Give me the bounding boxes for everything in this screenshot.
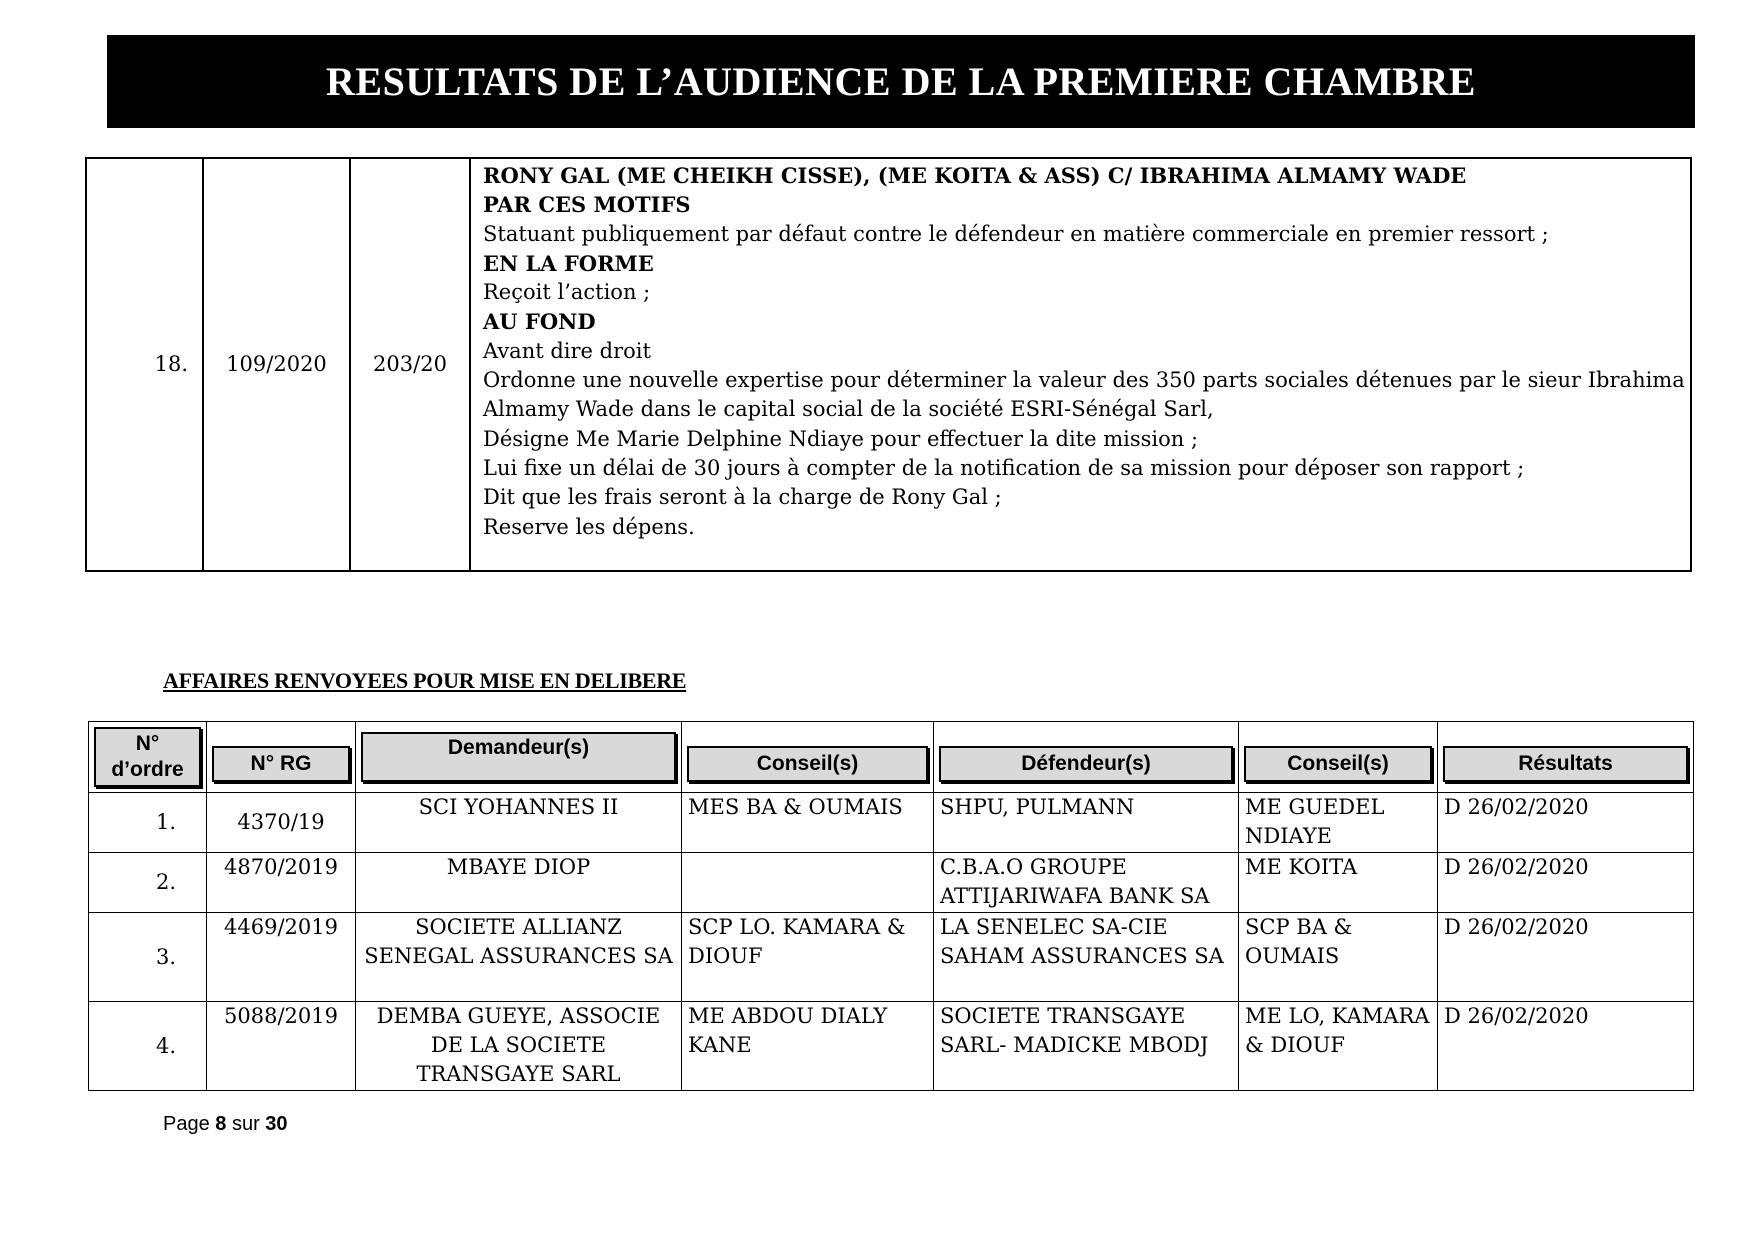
footer-middle: sur [226,1113,266,1135]
affaires-table [88,721,1694,1091]
footer-page-total: 30 [265,1113,288,1135]
row-conseil: ME ABDOU DIALY KANE [682,1002,934,1091]
ruling-text-line: Désigne Me Marie Delphine Ndiaye pour effectuer la dite mission ; [483,426,1199,451]
header-order-line2: d’ordre [111,758,184,781]
header-demandeur [356,722,682,793]
row-demandeur: SCI YOHANNES II [356,793,682,853]
header-rg-box: N° RG [212,746,350,782]
table-row [89,853,1694,913]
row-rg: 4370/19 [207,793,356,853]
header-rg [207,722,356,793]
table-row [89,1002,1694,1091]
ruling-heading: EN LA FORME [483,250,654,276]
ruling-rg: 109/2020 [203,158,350,571]
row-defendeur: SHPU, PULMANN [934,793,1239,853]
section-title: AFFAIRES RENVOYEES POUR MISE EN DELIBERE [163,668,687,693]
table-row [89,793,1694,853]
row-resultat: D 26/02/2020 [1438,793,1694,853]
table-header-row [89,722,1694,793]
ruling-heading: PAR CES MOTIFS [483,192,691,218]
row-conseil-defense: ME GUEDEL NDIAYE [1239,793,1438,853]
row-resultat: D 26/02/2020 [1438,913,1694,1002]
row-conseil-defense: ME KOITA [1239,853,1438,913]
footer-page-number: 8 [215,1113,227,1135]
row-demandeur: SOCIETE ALLIANZ SENEGAL ASSURANCES SA [356,913,682,1002]
row-demandeur: DEMBA GUEYE, ASSOCIE DE LA SOCIETE TRANSGAYE SARL [356,1002,682,1091]
ruling-parties: RONY GAL (ME CHEIKH CISSE), (ME KOITA & ASS) C/ IBRAHIMA ALMAMY WADE [483,163,1467,188]
header-defendeur [934,722,1239,793]
footer-prefix: Page [163,1113,216,1135]
header-order [89,722,207,793]
table-row [89,913,1694,1002]
row-resultat: D 26/02/2020 [1438,853,1694,913]
ruling-text-line: Dit que les frais seront à la charge de Rony Gal ; [483,485,1002,510]
header-resultats-box: Résultats [1443,746,1688,782]
row-conseil-defense: SCP BA & OUMAIS [1239,913,1438,1002]
ruling-text-line: Statuant publiquement par défaut contre le défendeur en matière commerciale en premier ressort ; [483,221,1549,246]
page-footer [163,1113,288,1136]
header-conseil1 [682,722,934,793]
header-order-line1: N° [135,732,160,755]
row-rg: 5088/2019 [207,1002,356,1091]
row-conseil: SCP LO. KAMARA & DIOUF [682,913,934,1002]
ruling-body [470,158,1691,571]
ruling-number: 18. [86,158,203,571]
row-conseil [682,853,934,913]
header-order-box [94,727,201,787]
header-defendeur-box: Défendeur(s) [939,746,1233,782]
row-number: 4. [89,1002,207,1091]
row-demandeur: MBAYE DIOP [356,853,682,913]
row-rg: 4469/2019 [207,913,356,1002]
ruling-text-line: Reserve les dépens. [483,514,695,539]
ruling-text-line: Reçoit l’action ; [483,280,651,305]
header-conseil1-box: Conseil(s) [687,746,928,782]
row-conseil-defense: ME LO, KAMARA & DIOUF [1239,1002,1438,1091]
row-number: 2. [89,853,207,913]
header-demandeur-box: Demandeur(s) [361,732,676,782]
ruling-heading: AU FOND [483,309,596,335]
ruling-text-line: Almamy Wade dans le capital social de la société ESRI-Sénégal Sarl, [483,397,1214,422]
row-conseil: MES BA & OUMAIS [682,793,934,853]
row-rg: 4870/2019 [207,853,356,913]
banner-title: RESULTATS DE L’AUDIENCE DE LA PREMIERE CHAMBRE [326,59,1476,104]
ruling-row [86,158,1691,571]
row-defendeur: C.B.A.O GROUPE ATTIJARIWAFA BANK SA [934,853,1239,913]
row-defendeur: LA SENELEC SA-CIE SAHAM ASSURANCES SA [934,913,1239,1002]
header-conseil2-box: Conseil(s) [1244,746,1432,782]
header-resultats [1438,722,1694,793]
page-banner [107,35,1695,128]
row-resultat: D 26/02/2020 [1438,1002,1694,1091]
row-defendeur: SOCIETE TRANSGAYE SARL- MADICKE MBODJ [934,1002,1239,1091]
row-number: 1. [89,793,207,853]
ruling-text-line: Lui fixe un délai de 30 jours à compter de la notification de sa mission pour déposer son rapport ; [483,455,1525,480]
ruling-table [85,157,1692,572]
ruling-text-line: Ordonne une nouvelle expertise pour déterminer la valeur des 350 parts sociales détenues par le sieur Ibrahima [483,368,1685,393]
ruling-text-line: Avant dire droit [483,338,651,363]
row-number: 3. [89,913,207,1002]
ruling-judgment-no: 203/20 [350,158,470,571]
header-conseil2 [1239,722,1438,793]
